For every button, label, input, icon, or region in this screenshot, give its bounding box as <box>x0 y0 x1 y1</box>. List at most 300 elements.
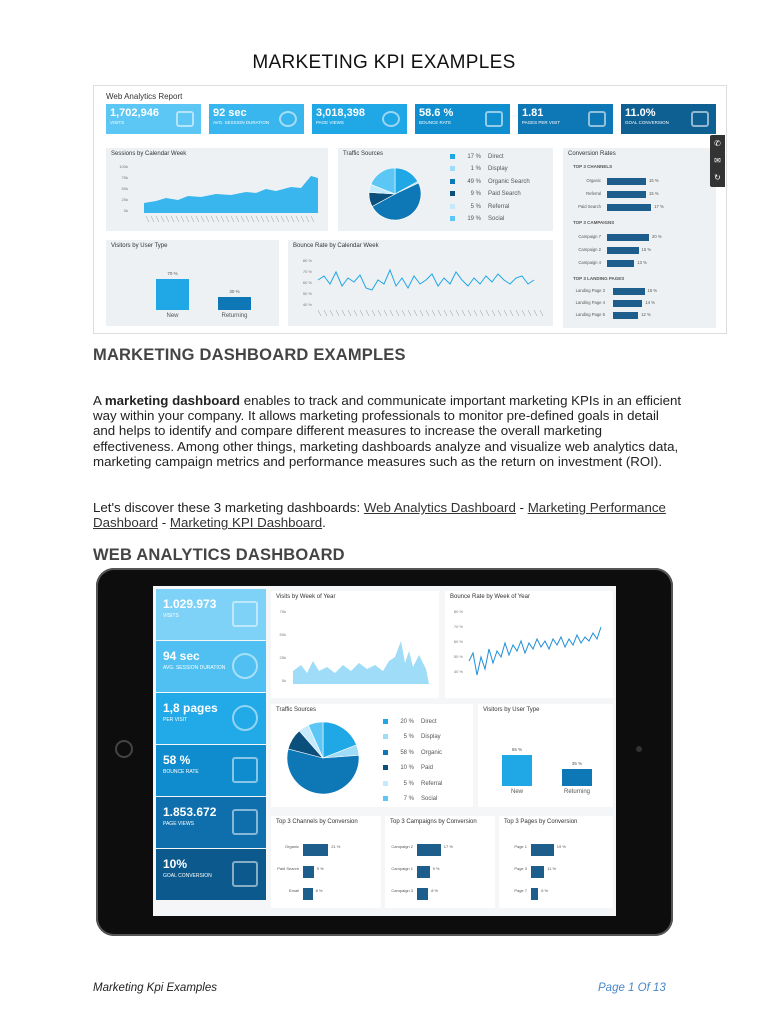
bar-value: 9 % <box>432 866 440 871</box>
tablet-visitors-title: Visitors by User Type <box>483 707 540 713</box>
conversion-bar <box>303 888 313 900</box>
legend-entry <box>383 781 442 787</box>
x-tick-mark <box>342 310 345 316</box>
x-tick-mark <box>211 216 214 222</box>
bar-label: Email <box>288 888 299 893</box>
campaigns-title: TOP 3 CAMPAIGNS <box>573 220 615 225</box>
x-tick-mark <box>510 310 513 316</box>
x-tick-mark <box>360 310 363 316</box>
visitor-bar <box>502 755 532 786</box>
legend-pct: 5 % <box>403 780 414 787</box>
x-tick-mark <box>384 310 387 316</box>
tablet-bounce-line-chart <box>445 591 613 698</box>
kpi-tile <box>621 104 716 134</box>
conversion-bar <box>613 312 638 319</box>
x-tick-mark <box>261 216 264 222</box>
bar-value: 20 % <box>652 234 662 239</box>
kpi-value: 1,8 pages <box>163 701 218 715</box>
x-tick-mark <box>176 216 179 222</box>
x-tick-mark <box>468 310 471 316</box>
sessions-yticks <box>119 164 128 213</box>
conversion-bar <box>607 178 646 185</box>
tablet-pages-title: Top 3 Pages by Conversion <box>504 819 578 825</box>
bar-label: Campaign 2 <box>391 844 413 849</box>
tablet-bounce-panel <box>445 591 613 698</box>
x-tick-mark <box>221 216 224 222</box>
visitor-label: New <box>166 313 179 319</box>
x-tick-mark <box>246 216 249 222</box>
legend-name: Display <box>488 166 508 173</box>
legend-pct: 10 % <box>400 765 414 772</box>
traffic-title: Traffic Sources <box>343 151 384 157</box>
visitor-label: Returning <box>221 313 248 319</box>
user-icon <box>232 601 258 627</box>
bar-label: Landing Page 5 <box>575 312 605 317</box>
x-tick-mark <box>201 216 204 222</box>
y-tick-label: 50 % <box>453 654 463 659</box>
kpi-tile <box>518 104 613 134</box>
x-tick-mark <box>216 216 219 222</box>
x-tick-mark <box>372 310 375 316</box>
visitor-label: Returning <box>563 789 590 795</box>
legend-name: Paid <box>421 765 434 772</box>
tablet-camera <box>636 746 642 752</box>
x-tick-mark <box>438 310 441 316</box>
kpi-label: AVG. SESSION DURATION <box>213 120 270 125</box>
x-tick-mark <box>348 310 351 316</box>
bar-value: 8 % <box>431 888 439 893</box>
legend-name: Direct <box>488 154 504 161</box>
conversion-bar <box>531 888 538 900</box>
legend-pct: 7 % <box>403 796 414 803</box>
conversion-bar <box>417 888 428 900</box>
legend-pct: 58 % <box>400 749 414 756</box>
link-web-analytics-dashboard[interactable]: Web Analytics Dashboard <box>363 500 516 515</box>
tablet-visits-area <box>293 641 429 684</box>
conversion-bar <box>613 288 645 295</box>
sessions-title: Sessions by Calendar Week <box>111 151 187 157</box>
kpi-label: PAGE VIEWS <box>316 120 344 125</box>
bar-label: Page 7 <box>514 888 527 893</box>
intro-paragraph <box>93 393 683 469</box>
legend-name: Direct <box>421 719 437 726</box>
bounce-title: Bounce Rate by Calendar Week <box>293 243 379 249</box>
legend-pct: 49 % <box>467 178 481 185</box>
legend-pct: 9 % <box>470 191 481 198</box>
visitor-value: 30 % <box>229 288 240 294</box>
clock-icon <box>232 653 258 679</box>
x-tick-mark <box>306 216 309 222</box>
legend-name: Display <box>421 734 441 741</box>
tablet-kpi-tiles <box>156 589 266 911</box>
tablet-campaigns-panel <box>385 816 495 908</box>
link-marketing-performance-dashboard[interactable]: Marketing Performance Dashboard <box>93 500 666 531</box>
landing-title: TOP 3 LANDING PAGES <box>573 276 625 281</box>
bar-label: Landing Page 3 <box>575 288 605 293</box>
document-icon <box>588 111 606 127</box>
x-tick-mark <box>444 310 447 316</box>
x-tick-mark <box>354 310 357 316</box>
kpi-tile <box>415 104 510 134</box>
tablet-visits-yticks <box>280 609 286 683</box>
x-tick-mark <box>480 310 483 316</box>
x-tick-mark <box>251 216 254 222</box>
legend-name: Organic Search <box>488 178 530 185</box>
bar-value: 8 % <box>315 888 323 893</box>
y-tick-label: 75k <box>121 175 128 180</box>
conversion-bar <box>531 866 544 878</box>
separator: - <box>158 515 170 531</box>
bar-value: 9 % <box>316 866 324 871</box>
y-tick-label: 100k <box>119 164 128 169</box>
x-tick-mark <box>366 310 369 316</box>
conversion-bar <box>607 234 649 241</box>
legend-swatch <box>450 166 455 171</box>
x-tick-mark <box>432 310 435 316</box>
x-tick-mark <box>196 216 199 222</box>
legend-name: Organic <box>421 749 443 756</box>
bar-value: 14 % <box>645 300 655 305</box>
legend-name: Social <box>421 796 438 803</box>
report-title: Web Analytics Report <box>106 92 183 101</box>
bar-value: 15 % <box>647 288 658 293</box>
user-icon <box>176 111 194 127</box>
web-analytics-report-image <box>93 85 727 334</box>
conversion-bar <box>607 247 639 254</box>
x-tick-mark <box>402 310 405 316</box>
x-tick-mark <box>504 310 507 316</box>
conversion-bar <box>417 844 441 856</box>
tablet-kpi-tile <box>156 693 266 744</box>
x-tick-mark <box>390 310 393 316</box>
bar-value: 17 % <box>443 844 453 849</box>
legend-swatch <box>450 204 455 209</box>
visitors-title: Visitors by User Type <box>111 243 168 249</box>
clock-icon <box>279 111 297 127</box>
y-tick-label: 0k <box>281 678 286 683</box>
bounce-line-chart <box>288 240 553 326</box>
x-tick-mark <box>492 310 495 316</box>
x-tick-mark <box>286 216 289 222</box>
tablet-kpi-tile <box>156 641 266 692</box>
x-tick-mark <box>151 216 154 222</box>
bar-label: Organic <box>586 178 601 183</box>
bar-value: 6 % <box>541 888 549 893</box>
y-tick-label: 80 % <box>453 609 463 614</box>
flag-icon <box>691 111 709 127</box>
legend-swatch <box>450 216 455 221</box>
legend-entry <box>450 166 508 172</box>
conversion-bar <box>417 866 430 878</box>
conversion-bar <box>607 204 651 211</box>
traffic-pie <box>360 158 430 228</box>
legend-swatch <box>450 191 455 196</box>
kpi-label: VISITS <box>163 613 179 619</box>
x-tick-mark <box>301 216 304 222</box>
bar-value: 15 % <box>649 191 659 196</box>
tablet-channels-title: Top 3 Channels by Conversion <box>276 819 358 825</box>
x-tick-mark <box>462 310 465 316</box>
x-tick-mark <box>516 310 519 316</box>
y-tick-label: 60 % <box>453 639 463 644</box>
bar-label: Organic <box>284 844 299 849</box>
x-tick-mark <box>146 216 149 222</box>
y-tick-label: 25k <box>121 197 128 202</box>
conversion-bar <box>531 844 554 856</box>
x-tick-mark <box>161 216 164 222</box>
side-share-buttons <box>710 135 725 187</box>
tablet-pages-panel <box>499 816 613 908</box>
legend-entry <box>383 719 437 725</box>
flag-icon <box>232 861 258 887</box>
kpi-label: VISITS <box>110 120 125 125</box>
x-tick-mark <box>540 310 543 316</box>
conversion-bar <box>303 844 328 856</box>
legend-pct: 5 % <box>470 203 481 210</box>
x-tick-mark <box>420 310 423 316</box>
y-tick-label: 70 % <box>453 624 463 629</box>
tablet-kpi-tile <box>156 849 266 900</box>
legend-swatch <box>383 796 388 801</box>
x-tick-mark <box>426 310 429 316</box>
x-tick-mark <box>206 216 209 222</box>
legend-entry <box>450 179 530 185</box>
conversion-bar <box>607 191 646 198</box>
section-heading-web-analytics: WEB ANALYTICS DASHBOARD <box>93 546 345 564</box>
phone-icon[interactable]: ✆ <box>714 139 721 148</box>
document-icon <box>232 809 258 835</box>
x-tick-mark <box>271 216 274 222</box>
legend-pct: 5 % <box>403 734 414 741</box>
sessions-area <box>144 176 318 213</box>
bounce-line <box>318 270 534 290</box>
visitor-value: 35 % <box>571 761 583 767</box>
legend-name: Referral <box>421 780 443 787</box>
kpi-value: 58 % <box>163 753 191 767</box>
x-tick-mark <box>256 216 259 222</box>
kpi-value: 10% <box>163 857 188 871</box>
legend-entry <box>383 765 433 771</box>
conversion-bar <box>607 260 634 267</box>
kpi-tile <box>312 104 407 134</box>
y-tick-label: 80 % <box>302 258 312 263</box>
legend-entry <box>450 154 504 160</box>
kpi-tile <box>209 104 304 134</box>
link-marketing-kpi-dashboard[interactable]: Marketing KPI Dashboard <box>169 515 323 531</box>
bar-label: Campaign 2 <box>578 247 601 252</box>
x-tick-mark <box>236 216 239 222</box>
x-tick-mark <box>396 310 399 316</box>
x-tick-mark <box>336 310 339 316</box>
tablet-bounce-yticks <box>454 609 464 674</box>
legend-name: Referral <box>488 203 510 210</box>
y-tick-label: 75k <box>279 609 286 614</box>
kpi-label: GOAL CONVERSION <box>625 120 669 125</box>
period: . <box>322 515 326 531</box>
legend-entry <box>450 216 504 222</box>
footer-page-number: Page 1 Of 13 <box>598 982 666 994</box>
bar-label: Page 3 <box>514 866 527 871</box>
x-tick-mark <box>474 310 477 316</box>
legend-entry <box>383 750 442 756</box>
warning-icon <box>232 757 258 783</box>
kpi-tile <box>106 104 201 134</box>
tablet-visits-title: Visits by Week of Year <box>276 594 336 600</box>
tablet-visits-area-chart <box>271 591 439 698</box>
bar-value: 13 % <box>637 260 647 265</box>
bounce-xticks <box>318 310 543 316</box>
legend-entry <box>383 796 437 802</box>
x-tick-mark <box>171 216 174 222</box>
visitor-value: 70 % <box>167 270 178 276</box>
x-tick-mark <box>408 310 411 316</box>
visitor-label: New <box>510 789 523 795</box>
bar-value: 15 % <box>649 178 659 183</box>
legend-entry <box>383 734 441 740</box>
x-tick-mark <box>528 310 531 316</box>
kpi-label: PAGE VIEWS <box>163 821 195 827</box>
visitor-bar <box>562 769 592 786</box>
y-tick-label: 60 % <box>302 280 312 285</box>
tablet-visitors-panel <box>478 704 613 807</box>
tablet-channels-panel <box>271 816 381 908</box>
tablet-traffic-panel <box>271 704 473 807</box>
x-tick-mark <box>414 310 417 316</box>
kpi-value: 94 sec <box>163 649 200 663</box>
bar-label: Paid Search <box>578 204 601 209</box>
legend-swatch <box>383 750 388 755</box>
y-tick-label: 50k <box>279 632 286 637</box>
kpi-value: 92 sec <box>213 107 247 119</box>
intro-text-post: enables to track and communicate important marketing KPIs in an efficient way within your company. It allows marketing professionals to monitor pre-defined goals in detail and helps to identify and compare different measures to increase the overall marketing effectiveness. Among other things, marketing dashboards analyze and visualize web analytics data, marketing campaign metrics and performance measures such as the return on investment (ROI). <box>93 393 682 469</box>
tablet-kpi-tile <box>156 797 266 848</box>
share-icon[interactable]: ↻ <box>714 173 721 182</box>
kpi-label: PER VISIT <box>163 717 188 723</box>
x-tick-mark <box>291 216 294 222</box>
bar-label: Campaign 1 <box>391 866 413 871</box>
sessions-xticks <box>146 216 314 222</box>
conversion-bar <box>303 866 314 878</box>
bar-value: 15 % <box>641 247 652 252</box>
visitor-value: 65 % <box>511 747 523 753</box>
dashboards-text-pre: Let's discover these 3 marketing dashboards: <box>93 500 364 515</box>
kpi-value: 58.6 % <box>419 107 454 119</box>
conversion-bar <box>613 300 642 307</box>
x-tick-mark <box>486 310 489 316</box>
warning-icon <box>485 111 503 127</box>
x-tick-mark <box>378 310 381 316</box>
x-tick-mark <box>281 216 284 222</box>
legend-swatch <box>383 781 388 786</box>
kpi-value: 3,018,398 <box>316 107 365 119</box>
footer-document-title: Marketing Kpi Examples <box>93 982 217 994</box>
x-tick-mark <box>324 310 327 316</box>
bar-value: 17 % <box>654 204 664 209</box>
legend-swatch <box>383 734 388 739</box>
tablet-home-button <box>115 740 133 758</box>
bar-label: Referral <box>586 191 601 196</box>
y-tick-label: 50 % <box>302 291 312 296</box>
conversion-panel <box>563 148 716 328</box>
separator: - <box>515 500 528 515</box>
x-tick-mark <box>266 216 269 222</box>
x-tick-mark <box>191 216 194 222</box>
x-tick-mark <box>456 310 459 316</box>
bar-label: Campaign 4 <box>578 260 601 265</box>
bar-value: 11 % <box>547 866 557 871</box>
y-tick-label: 0k <box>123 208 128 213</box>
tablet-campaigns-title: Top 3 Campaigns by Conversion <box>390 819 477 825</box>
x-tick-mark <box>241 216 244 222</box>
mail-icon[interactable]: ✉ <box>714 156 721 165</box>
section-heading-marketing-dashboard: MARKETING DASHBOARD EXAMPLES <box>93 346 406 364</box>
kpi-label: GOAL CONVERSION <box>163 873 212 879</box>
kpi-value: 1,702,946 <box>110 107 159 119</box>
x-tick-mark <box>276 216 279 222</box>
kpi-label: PAGES PER VISIT <box>522 120 561 125</box>
tablet-kpi-tile <box>156 745 266 796</box>
bounce-panel <box>288 240 553 326</box>
sessions-panel <box>106 148 328 231</box>
x-tick-mark <box>330 310 333 316</box>
kpi-value: 1.029.973 <box>163 597 217 611</box>
y-tick-label: 70 % <box>302 269 312 274</box>
kpi-label: AVG. SESSION DURATION <box>163 665 226 671</box>
legend-pct: 19 % <box>467 216 481 223</box>
x-tick-mark <box>498 310 501 316</box>
x-tick-mark <box>296 216 299 222</box>
legend-name: Social <box>488 216 505 223</box>
tablet-kpi-tile <box>156 589 266 640</box>
traffic-panel <box>338 148 553 231</box>
bar-value: 12 % <box>641 312 651 317</box>
legend-entry <box>450 191 521 197</box>
channels-title: TOP 3 CHANNELS <box>573 164 613 169</box>
x-tick-mark <box>522 310 525 316</box>
kpi-value: 1.853.672 <box>163 805 217 819</box>
legend-entry <box>450 204 509 210</box>
sessions-area-chart <box>106 148 328 231</box>
tablet-dashboard-screen <box>153 586 616 916</box>
tablet-visits-panel <box>271 591 439 698</box>
legend-swatch <box>450 179 455 184</box>
intro-bold-term: marketing dashboard <box>104 393 241 408</box>
y-tick-label: 40 % <box>302 302 312 307</box>
bar-label: Campaign 3 <box>391 888 413 893</box>
page-title: MARKETING KPI EXAMPLES <box>252 52 516 73</box>
y-tick-label: 25k <box>279 655 286 660</box>
y-tick-label: 40 % <box>453 669 463 674</box>
bar-value: 19 % <box>556 844 566 849</box>
tablet-bounce-title: Bounce Rate by Week of Year <box>450 594 530 600</box>
x-tick-mark <box>186 216 189 222</box>
bar-label: Page 1 <box>514 844 527 849</box>
legend-swatch <box>383 765 388 770</box>
legend-pct: 17 % <box>467 154 481 161</box>
bar-label: Paid Search <box>277 866 299 871</box>
kpi-label: BOUNCE RATE <box>419 120 452 125</box>
x-tick-mark <box>311 216 314 222</box>
kpi-value: 11.0% <box>625 107 656 119</box>
kpi-label: BOUNCE RATE <box>163 769 199 775</box>
x-tick-mark <box>166 216 169 222</box>
x-tick-mark <box>450 310 453 316</box>
legend-pct: 1 % <box>470 166 481 173</box>
conversion-title: Conversion Rates <box>568 151 616 157</box>
visitor-bar <box>156 279 189 310</box>
x-tick-mark <box>156 216 159 222</box>
visitor-bar <box>218 297 251 310</box>
